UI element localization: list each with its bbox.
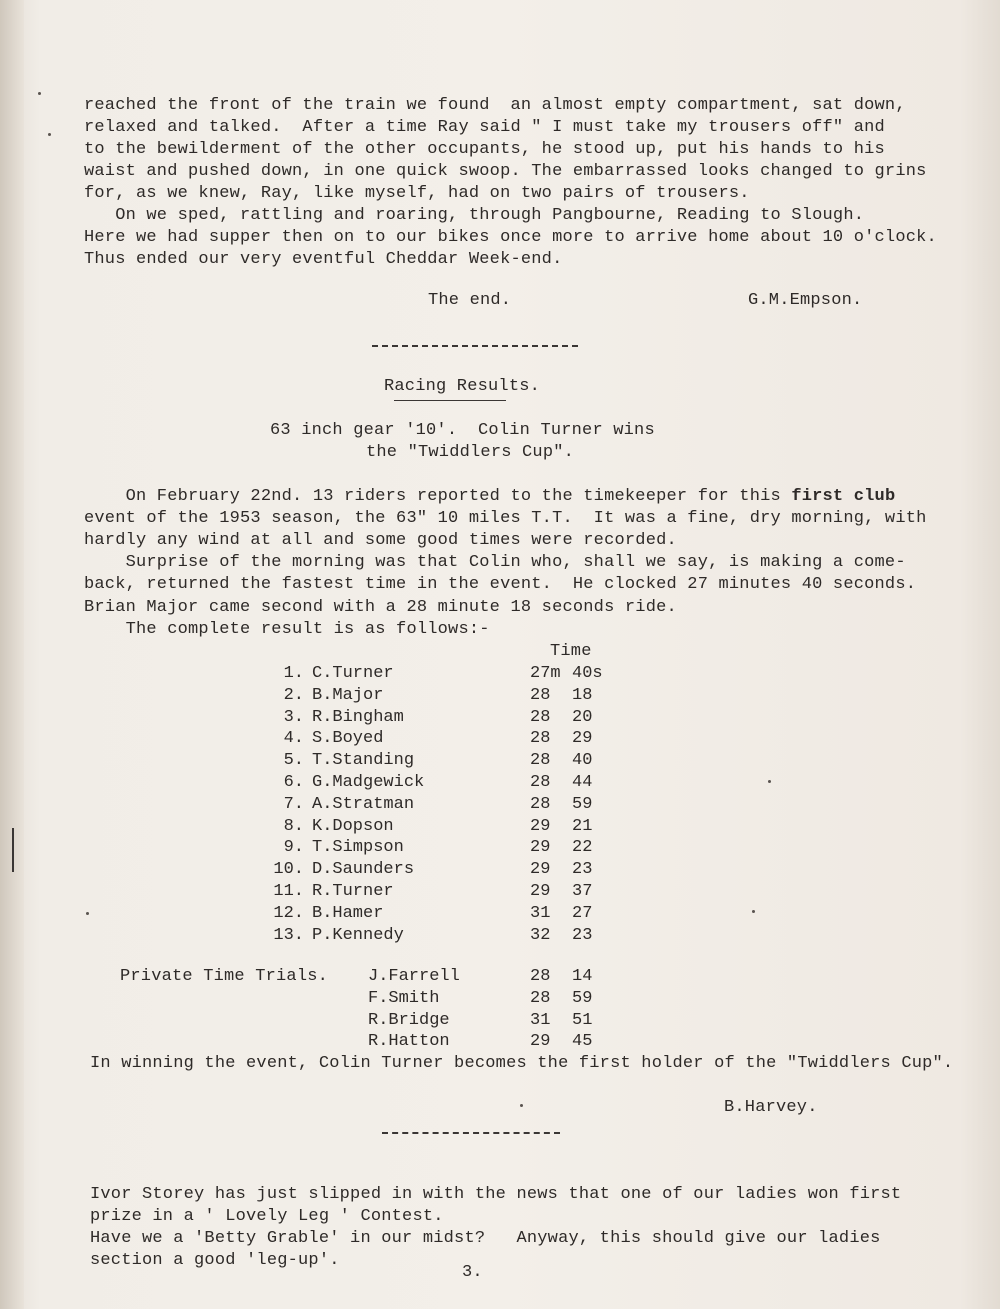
binding-edge bbox=[0, 0, 24, 1309]
story-line: Here we had supper then on to our bikes once more to arrive home about 10 o'clock. bbox=[84, 228, 937, 247]
note-line: Ivor Storey has just slipped in with the news that one of our ladies won first bbox=[90, 1185, 902, 1204]
result-name: B.Hamer bbox=[312, 903, 384, 923]
result-seconds: 23 bbox=[572, 925, 593, 945]
result-name: C.Turner bbox=[312, 664, 394, 683]
result-seconds: 59 bbox=[572, 794, 593, 814]
result-minutes: 28 bbox=[530, 685, 551, 705]
private-minutes: 29 bbox=[530, 1032, 551, 1052]
paragraph-line: Brian Major came second with a 28 minute 18 seconds ride. bbox=[84, 598, 677, 617]
result-position: 6. bbox=[283, 773, 304, 792]
subheading: the "Twiddlers Cup". bbox=[366, 443, 575, 462]
note-line: prize in a ' Lovely Leg ' Contest. bbox=[90, 1207, 444, 1226]
result-seconds: 37 bbox=[572, 882, 593, 901]
result-minutes: 28 bbox=[530, 707, 551, 727]
result-name: B.Major bbox=[312, 685, 384, 705]
subheading: 63 inch gear '10'. Colin Turner wins bbox=[270, 421, 655, 440]
private-label: Private Time Trials. bbox=[120, 967, 329, 986]
result-position: 10. bbox=[273, 860, 304, 880]
paragraph-line: On February 22nd. 13 riders reported to the timekeeper for this first club bbox=[84, 487, 896, 506]
result-minutes: 32 bbox=[530, 925, 551, 945]
paragraph-line: The complete result is as follows:- bbox=[84, 620, 490, 639]
result-seconds: 20 bbox=[572, 707, 593, 727]
story-line: Thus ended our very eventful Cheddar Week-end. bbox=[84, 250, 563, 269]
results-author: B.Harvey. bbox=[724, 1098, 818, 1117]
result-seconds: 27 bbox=[572, 903, 593, 923]
divider bbox=[382, 1132, 560, 1134]
note-line: Have we a 'Betty Grable' in our midst? Anyway, this should give our ladies bbox=[90, 1229, 881, 1248]
result-position: 5. bbox=[283, 751, 304, 771]
result-minutes: 28 bbox=[530, 729, 551, 749]
closing-line: In winning the event, Colin Turner becomes the first holder of the "Twiddlers Cup". bbox=[90, 1054, 954, 1073]
note-line: section a good 'leg-up'. bbox=[90, 1251, 340, 1270]
speck bbox=[752, 910, 755, 913]
result-name: G.Madgewick bbox=[312, 773, 425, 792]
result-minutes: 28 bbox=[530, 773, 551, 792]
result-minutes: 28 bbox=[530, 751, 551, 771]
result-name: R.Bingham bbox=[312, 707, 404, 727]
private-name: R.Hatton bbox=[368, 1032, 450, 1052]
result-position: 12. bbox=[273, 903, 304, 923]
result-minutes: 31 bbox=[530, 903, 551, 923]
private-minutes: 28 bbox=[530, 988, 551, 1008]
result-name: D.Saunders bbox=[312, 860, 415, 880]
speck bbox=[86, 912, 89, 915]
result-name: A.Stratman bbox=[312, 794, 415, 814]
result-name: T.Standing bbox=[312, 751, 415, 771]
private-name: F.Smith bbox=[368, 988, 440, 1008]
story-line: for, as we knew, Ray, like myself, had on two pairs of trousers. bbox=[84, 184, 750, 203]
result-seconds: 21 bbox=[572, 816, 593, 836]
result-seconds: 40 bbox=[572, 751, 593, 771]
bold-phrase: first club bbox=[791, 487, 896, 506]
result-name: S.Boyed bbox=[312, 729, 384, 749]
story-line: reached the front of the train we found an almost empty compartment, sat down, bbox=[84, 96, 906, 115]
result-minutes: 29 bbox=[530, 838, 551, 858]
heading-underline bbox=[394, 400, 506, 401]
result-name: R.Turner bbox=[312, 882, 394, 901]
result-position: 8. bbox=[283, 816, 304, 836]
paragraph-line: event of the 1953 season, the 63" 10 miles T.T. It was a fine, dry morning, with bbox=[84, 509, 927, 528]
result-minutes: 27m bbox=[530, 664, 561, 683]
result-position: 9. bbox=[283, 838, 304, 858]
result-seconds: 23 bbox=[572, 860, 593, 880]
result-position: 13. bbox=[273, 925, 304, 945]
story-line: to the bewilderment of the other occupants, he stood up, put his hands to his bbox=[84, 140, 885, 159]
end-label: The end. bbox=[428, 291, 512, 310]
result-seconds: 22 bbox=[572, 838, 593, 858]
story-author: G.M.Empson. bbox=[748, 291, 863, 310]
story-line: waist and pushed down, in one quick swoop. The embarrassed looks changed to grins bbox=[84, 162, 927, 181]
result-name: P.Kennedy bbox=[312, 925, 404, 945]
paragraph-line: back, returned the fastest time in the event. He clocked 27 minutes 40 seconds. bbox=[84, 575, 917, 594]
result-seconds: 29 bbox=[572, 729, 593, 749]
private-name: R.Bridge bbox=[368, 1010, 450, 1030]
result-minutes: 29 bbox=[530, 882, 551, 901]
result-position: 11. bbox=[273, 882, 304, 901]
story-line: On we sped, rattling and roaring, through Pangbourne, Reading to Slough. bbox=[84, 206, 865, 225]
result-seconds: 44 bbox=[572, 773, 593, 792]
result-position: 4. bbox=[283, 729, 304, 749]
divider bbox=[372, 345, 578, 347]
speck bbox=[38, 92, 41, 95]
private-seconds: 51 bbox=[572, 1010, 593, 1030]
result-minutes: 29 bbox=[530, 816, 551, 836]
result-minutes: 29 bbox=[530, 860, 551, 880]
result-name: K.Dopson bbox=[312, 816, 394, 836]
private-seconds: 14 bbox=[572, 967, 593, 986]
speck bbox=[48, 133, 51, 136]
result-seconds: 18 bbox=[572, 685, 593, 705]
private-seconds: 59 bbox=[572, 988, 593, 1008]
section-heading: Racing Results. bbox=[384, 377, 541, 396]
result-seconds: 40s bbox=[572, 664, 603, 683]
result-position: 7. bbox=[283, 794, 304, 814]
private-seconds: 45 bbox=[572, 1032, 593, 1052]
speck bbox=[520, 1104, 523, 1107]
result-position: 3. bbox=[283, 707, 304, 727]
result-name: T.Simpson bbox=[312, 838, 404, 858]
private-minutes: 28 bbox=[530, 967, 551, 986]
paragraph-line: Surprise of the morning was that Colin who, shall we say, is making a come- bbox=[84, 553, 906, 572]
result-minutes: 28 bbox=[530, 794, 551, 814]
speck bbox=[768, 780, 771, 783]
story-line: relaxed and talked. After a time Ray said " I must take my trousers off" and bbox=[84, 118, 885, 137]
binding-mark bbox=[12, 828, 14, 872]
page-number: 3. bbox=[462, 1263, 483, 1282]
paragraph-line: hardly any wind at all and some good times were recorded. bbox=[84, 531, 677, 550]
private-minutes: 31 bbox=[530, 1010, 551, 1030]
result-position: 1. bbox=[283, 664, 304, 683]
private-name: J.Farrell bbox=[368, 967, 460, 986]
time-header: Time bbox=[550, 642, 592, 661]
result-position: 2. bbox=[283, 685, 304, 705]
